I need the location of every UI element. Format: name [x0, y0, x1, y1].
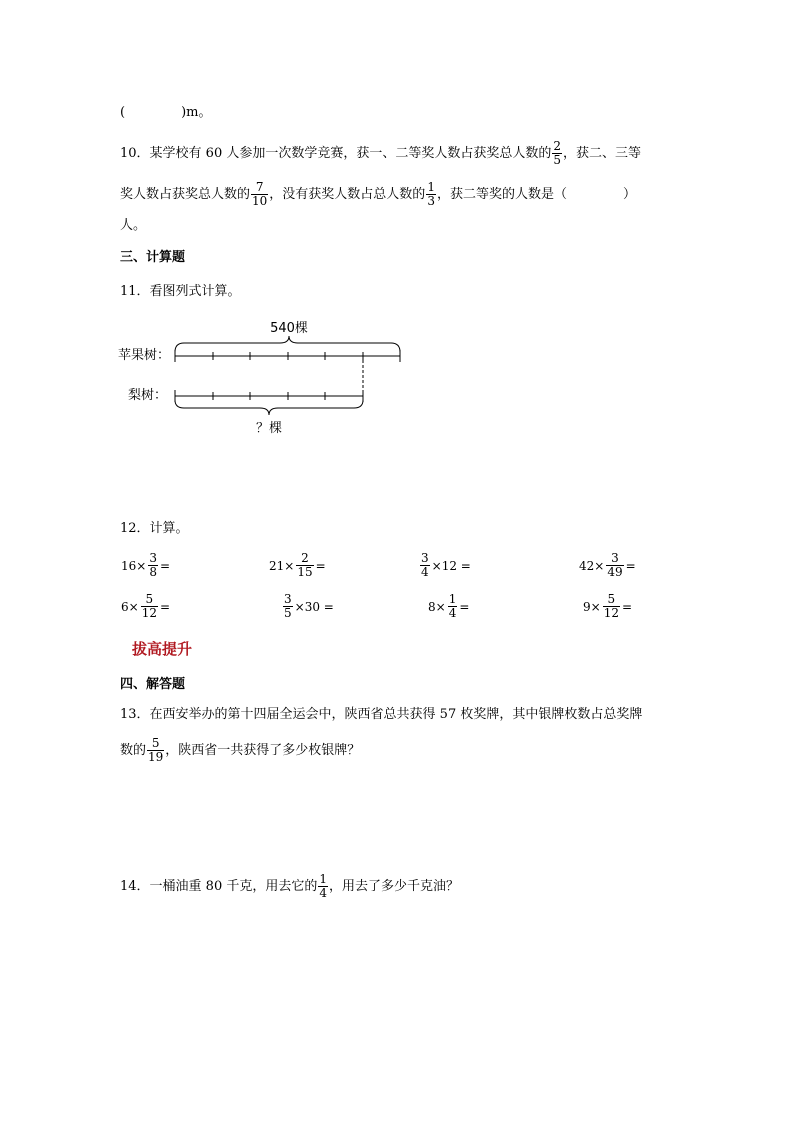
calc-suffix: = — [621, 599, 633, 614]
denominator: 4 — [319, 886, 327, 900]
calc-prefix: 9× — [583, 599, 601, 614]
improvement-heading: 拔高提升 — [132, 640, 193, 658]
total-label: 540棵 — [270, 321, 308, 336]
numerator: 5 — [151, 736, 160, 750]
fraction — [603, 593, 620, 620]
unknown-label: ？棵 — [255, 421, 283, 436]
denominator: 49 — [607, 565, 623, 579]
q10-line3: 人。 — [120, 218, 147, 233]
calc-suffix: = — [315, 558, 326, 573]
fraction — [148, 552, 158, 579]
q14-text-b: ，用去了多少千克油？ — [329, 879, 460, 894]
calc-prefix: 6× — [121, 599, 139, 614]
numerator: 2 — [553, 139, 561, 153]
calc-item — [120, 552, 171, 579]
calc-item — [120, 593, 171, 620]
fraction — [296, 552, 313, 579]
q9-answer-line — [120, 105, 211, 121]
calc-item — [578, 552, 637, 579]
fraction — [606, 552, 623, 579]
q10-text-b: ，获二、三等 — [563, 146, 642, 161]
fraction — [147, 737, 164, 764]
denominator: 12 — [141, 606, 157, 620]
denominator: 5 — [284, 606, 292, 620]
calc-suffix: = — [625, 558, 636, 573]
denominator: 4 — [448, 606, 457, 620]
fraction — [141, 593, 158, 620]
calc-suffix: = — [159, 558, 171, 573]
calc-suffix: ×12 = — [431, 558, 471, 573]
tree-diagram — [118, 312, 418, 440]
calc-item — [280, 593, 335, 620]
numerator: 3 — [284, 592, 292, 606]
fraction — [318, 873, 328, 900]
q13-line2 — [120, 737, 360, 764]
q13-line1: 13．在西安举办的第十四届全运会中，陕西省总共获得 57 枚奖牌，其中银牌枚数占总奖牌 — [120, 707, 643, 722]
bottom-brace — [175, 400, 363, 415]
numerator: 1 — [448, 592, 457, 606]
section-heading-word-problems: 四、解答题 — [120, 677, 186, 692]
q10-text-c: 奖人数占获奖总人数的 — [120, 187, 251, 202]
apple-tree-label: 苹果树： — [118, 348, 171, 363]
q11-prompt: 11．看图列式计算。 — [120, 284, 241, 299]
calc-item — [427, 593, 470, 620]
q14-text-a: 14．一桶油重 80 千克，用去它的 — [120, 879, 318, 894]
calc-suffix: = — [459, 599, 470, 614]
calc-item — [417, 552, 472, 579]
segment-diagram-svg — [118, 312, 418, 436]
q10-line2 — [120, 181, 636, 208]
fraction — [283, 593, 293, 620]
pear-tree-label: 梨树： — [128, 388, 168, 403]
fraction — [448, 593, 458, 620]
calc-prefix: 16× — [121, 558, 147, 573]
numerator: 5 — [145, 592, 154, 606]
calc-prefix: 42× — [579, 558, 605, 573]
fraction — [426, 181, 436, 208]
numerator: 3 — [149, 551, 157, 565]
calc-prefix: 21× — [269, 558, 295, 573]
q9-open-paren: ( — [120, 105, 126, 120]
denominator: 8 — [149, 565, 157, 579]
q10-text-d: ，没有获奖人数占总人数的 — [269, 187, 426, 202]
fraction — [251, 181, 268, 208]
numerator: 2 — [301, 551, 309, 565]
q13-text-a: 数的 — [120, 743, 147, 758]
denominator: 15 — [297, 565, 313, 579]
numerator: 3 — [421, 551, 429, 565]
calc-suffix: = — [159, 599, 171, 614]
calc-item — [268, 552, 327, 579]
q10-text-a: 10．某学校有 60 人参加一次数学竞赛，获一、二等奖人数占获奖总人数的 — [120, 146, 552, 161]
denominator: 10 — [252, 194, 268, 208]
fraction — [552, 140, 562, 167]
top-brace — [175, 336, 400, 352]
q9-close-text: )m。 — [181, 105, 212, 120]
denominator: 12 — [603, 606, 619, 620]
q10-line1 — [120, 140, 641, 167]
calc-suffix: ×30 = — [294, 599, 334, 614]
calc-prefix: 8× — [428, 599, 446, 614]
fraction — [420, 552, 430, 579]
denominator: 5 — [553, 153, 561, 167]
calc-item — [582, 593, 633, 620]
denominator: 4 — [421, 565, 429, 579]
numerator: 3 — [611, 551, 619, 565]
denominator: 19 — [148, 750, 164, 764]
denominator: 3 — [427, 194, 435, 208]
q10-text-e: ，获二等奖的人数是（ — [436, 187, 567, 202]
q12-prompt: 12．计算。 — [120, 521, 189, 536]
q13-text-b: ，陕西省一共获得了多少枚银牌？ — [165, 743, 361, 758]
numerator: 1 — [427, 180, 435, 194]
q10-text-f: ） — [622, 187, 636, 202]
numerator: 1 — [319, 872, 327, 886]
numerator: 5 — [607, 592, 616, 606]
section-heading-calculation: 三、计算题 — [120, 250, 186, 265]
q14-line — [120, 873, 459, 900]
numerator: 7 — [255, 180, 264, 194]
